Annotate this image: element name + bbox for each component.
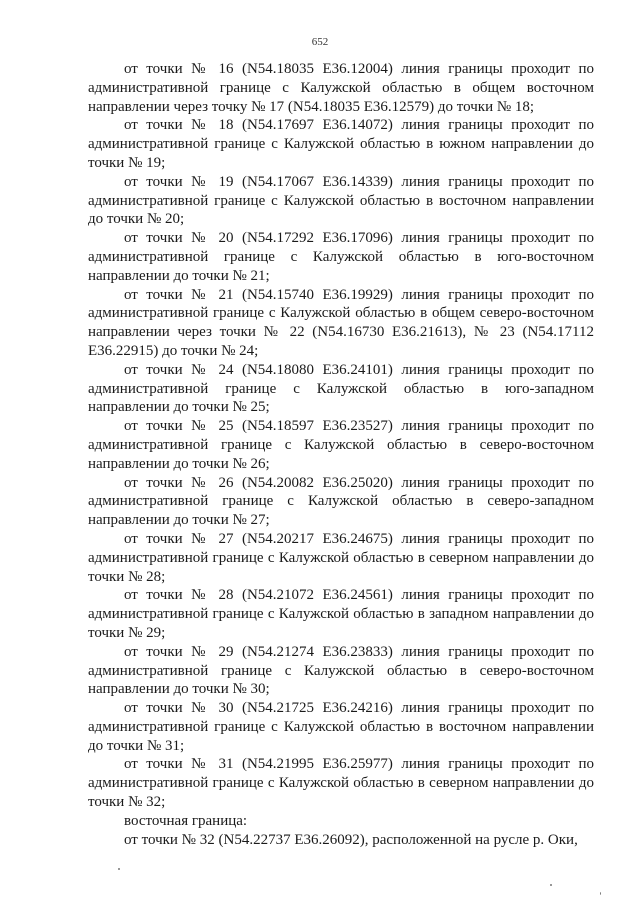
paragraph-point-31: от точки № 31 (N54.21995 E36.25977) линия границы проходит по административной границе с Калужской областью в северном направлении до точки № 32;: [88, 756, 594, 811]
paragraph-point-21: от точки № 21 (N54.15740 E36.19929) линия границы проходит по административной границе с Калужской областью в общем северо-восточном направлении через точки № 22 (N54.16730 E36.21613), № 23 (N54.17112 E36.22915) до точки № 24;: [88, 286, 594, 359]
document-body: [88, 60, 594, 849]
paragraph-point-24: от точки № 24 (N54.18080 E36.24101) линия границы проходит по административной границе с Калужской областью в юго-западном направлении до точки № 25;: [88, 361, 594, 416]
scan-speck: [600, 892, 601, 895]
scan-speck: [550, 884, 552, 886]
paragraph-point-20: от точки № 20 (N54.17292 E36.17096) линия границы проходит по административной границе с Калужской областью в юго-восточном направлении до точки № 21;: [88, 230, 594, 284]
paragraph-point-27: от точки № 27 (N54.20217 E36.24675) линия границы проходит по административной границе с Калужской областью в северном направлении до точки № 28;: [88, 530, 594, 585]
scan-speck: [118, 868, 120, 870]
paragraph-point-25: от точки № 25 (N54.18597 E36.23527) линия границы проходит по административной границе с Калужской областью в северо-восточном направлении до точки № 26;: [88, 418, 594, 472]
paragraph-point-30: от точки № 30 (N54.21725 E36.24216) линия границы проходит по административной границе с Калужской областью в восточном направлении до точки № 31;: [88, 700, 594, 754]
paragraph-point-19: от точки № 19 (N54.17067 E36.14339) линия границы проходит по административной границе с Калужской областью в восточном направлении до точки № 20;: [88, 173, 594, 228]
paragraph-point-16: от точки № 16 (N54.18035 E36.12004) линия границы проходит по административной границе с Калужской областью в общем восточном направлении через точку № 17 (N54.18035 E36.12579) до точки № 18;: [88, 61, 594, 115]
paragraph-point-18: от точки № 18 (N54.17697 E36.14072) линия границы проходит по административной границе с Калужской областью в южном направлении до точки № 19;: [88, 117, 594, 171]
paragraph-point-29: от точки № 29 (N54.21274 E36.23833) линия границы проходит по административной границе с Калужской областью в северо-восточном направлении до точки № 30;: [88, 643, 594, 698]
paragraph-point-26: от точки № 26 (N54.20082 E36.25020) линия границы проходит по административной границе с Калужской областью в северо-западном направлении до точки № 27;: [88, 474, 594, 529]
section-heading-eastern-border: восточная граница:: [124, 812, 248, 829]
page-number: 652: [311, 36, 329, 48]
paragraph-point-28: от точки № 28 (N54.21072 E36.24561) линия границы проходит по административной границе с Калужской областью в западном направлении до точки № 29;: [88, 587, 594, 641]
paragraph-point-32: от точки № 32 (N54.22737 E36.26092), расположенной на русле р. Оки,: [124, 831, 578, 848]
